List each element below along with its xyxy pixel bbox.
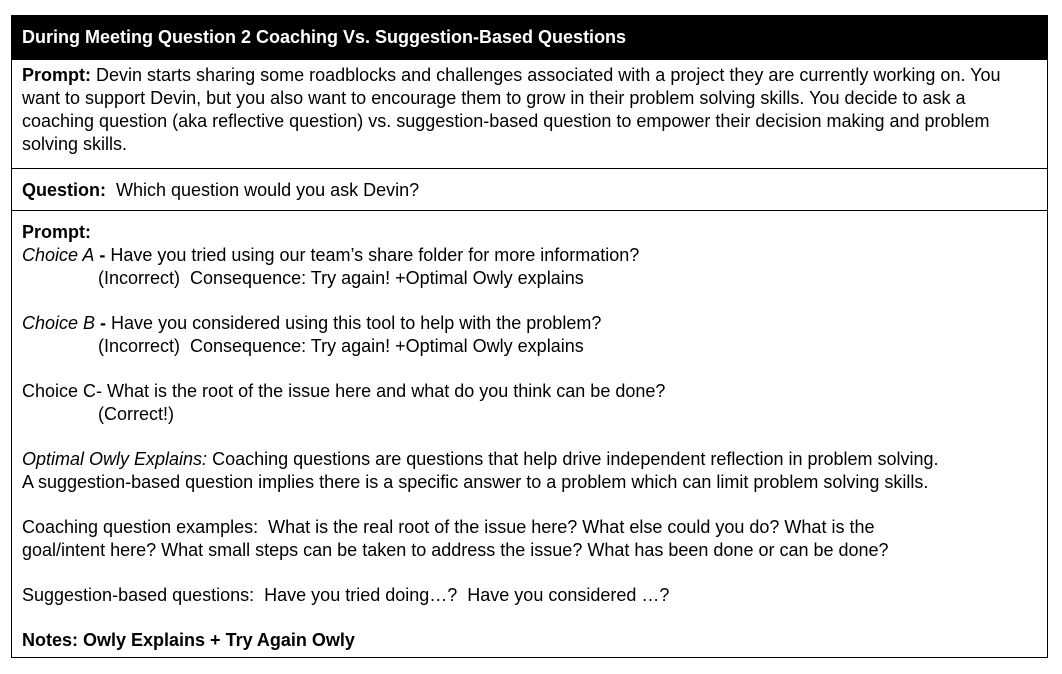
choice-b: Choice B - Have you considered using this tool to help with the problem?	[22, 313, 602, 333]
table-header	[12, 16, 1047, 59]
choice-c-result: (Correct!)	[98, 404, 174, 424]
suggestion-examples: Suggestion-based questions: Have you tried doing…? Have you considered …?	[22, 585, 670, 605]
coaching-examples-line-1: Coaching question examples: What is the real root of the issue here? What else could you do? What is the	[22, 517, 875, 537]
choices-section	[12, 210, 1047, 657]
choice-c: Choice C- What is the root of the issue here and what do you think can be done?	[22, 381, 666, 401]
choice-a-result: (Incorrect) Consequence: Try again! +Optimal Owly explains	[98, 268, 584, 288]
question-label: Question:	[22, 180, 106, 200]
choices-prompt-label: Prompt:	[22, 222, 91, 242]
prompt-section	[12, 59, 1047, 168]
notes: Notes: Owly Explains + Try Again Owly	[22, 630, 355, 650]
choice-b-result: (Incorrect) Consequence: Try again! +Optimal Owly explains	[98, 336, 584, 356]
question-table	[11, 15, 1048, 658]
explains-line-1: Optimal Owly Explains: Coaching questions are questions that help drive independent reflection in problem solving.	[22, 449, 939, 469]
prompt-text: Devin starts sharing some roadblocks and challenges associated with a project they are currently working on. You want to support Devin, but you also want to encourage them to grow in their problem solving skills. You decide to ask a coaching question (aka reflective question) vs. suggestion-based question to empower their decision making and problem solving skills.	[22, 65, 1001, 154]
choice-a-text: Have you tried using our team’s share folder for more information?	[110, 245, 640, 265]
question-text: Which question would you ask Devin?	[116, 180, 420, 200]
choice-b-text: Have you considered using this tool to help with the problem?	[111, 313, 602, 333]
choice-b-label: Choice B	[22, 313, 96, 333]
choice-a-label: Choice A	[22, 245, 95, 265]
choice-a: Choice A - Have you tried using our team’s share folder for more information?	[22, 245, 640, 265]
explains-label: Optimal Owly Explains:	[22, 449, 208, 469]
header-title: During Meeting Question 2 Coaching Vs. Suggestion-Based Questions	[22, 27, 627, 47]
explains-line-2: A suggestion-based question implies there is a specific answer to a problem which can limit problem solving skills.	[22, 472, 929, 492]
coaching-examples-line-2: goal/intent here? What small steps can be taken to address the issue? What has been done or can be done?	[22, 540, 889, 560]
prompt-label: Prompt:	[22, 65, 91, 85]
question-section	[12, 168, 1047, 210]
